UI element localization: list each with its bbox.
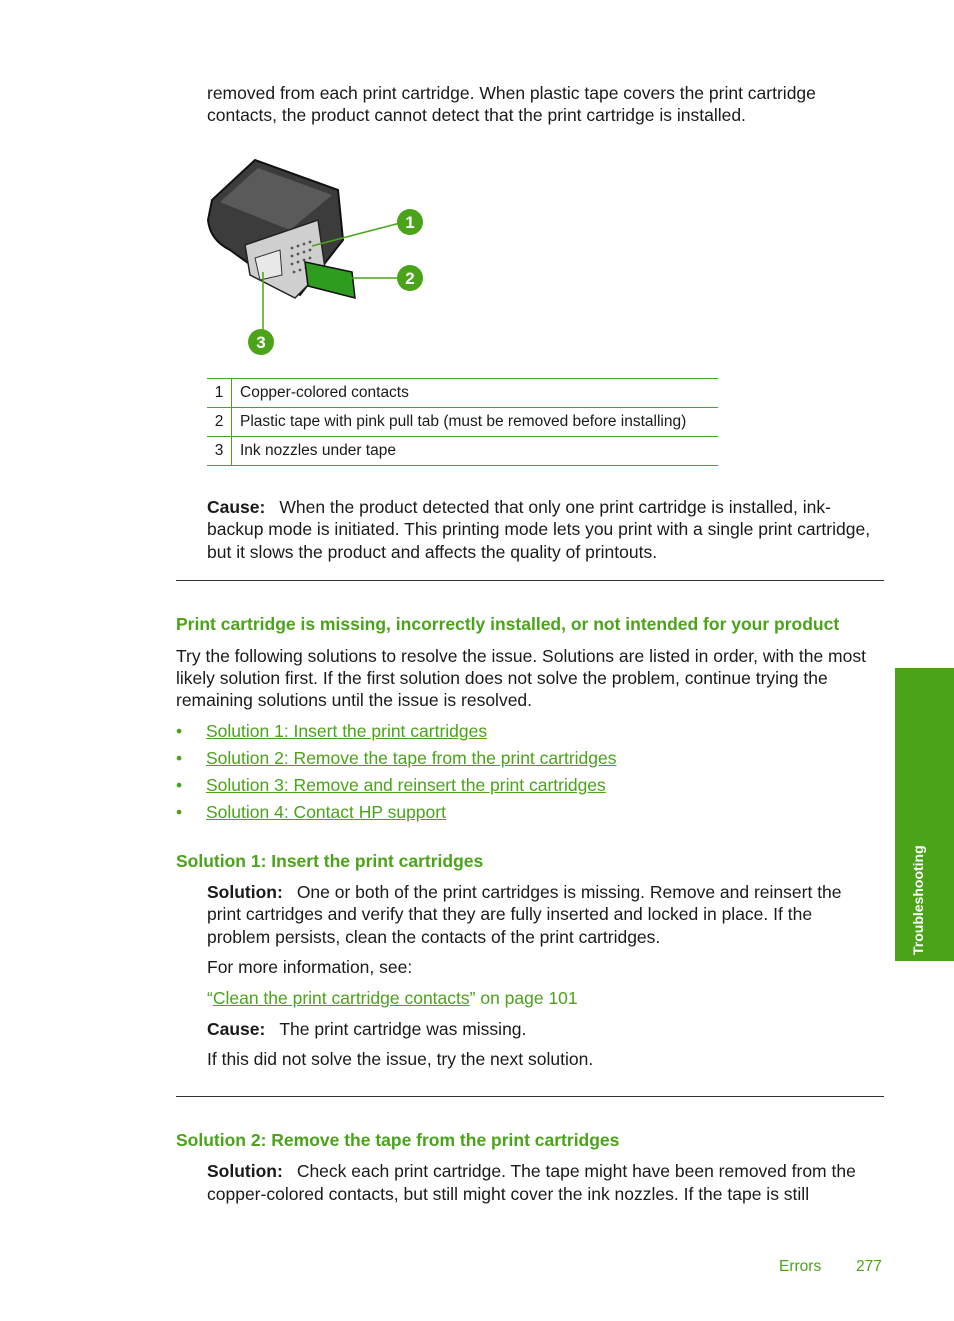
legend-row: [207, 379, 718, 408]
solution-2-heading: Solution 2: Remove the tape from the print cartridges: [176, 1130, 620, 1150]
intro-line-1: removed from each print cartridge. When plastic tape covers the print cartridge: [207, 83, 816, 103]
legend-row: [207, 408, 718, 437]
list-item: [176, 745, 617, 772]
legend-text: Plastic tape with pink pull tab (must be removed before installing): [232, 408, 719, 437]
solution-4-link[interactable]: Solution 4: Contact HP support: [206, 802, 446, 822]
callout-2: 2: [405, 269, 415, 288]
side-tab-label: Troubleshooting: [910, 845, 926, 955]
solution-1-link[interactable]: Solution 1: Insert the print cartridges: [206, 721, 488, 741]
legend-row: [207, 437, 718, 466]
cause-line-2: backup mode is initiated. This printing mode lets you print with a single print cartridge,: [207, 519, 871, 539]
list-item: [176, 718, 617, 745]
print-cartridge-illustration: [200, 150, 440, 365]
bullet-icon: •: [176, 748, 183, 768]
page-number: 277: [856, 1258, 882, 1275]
solution-2-link[interactable]: Solution 2: Remove the tape from the print cartridges: [206, 748, 617, 768]
bullet-icon: •: [176, 802, 183, 822]
section-divider: [176, 580, 884, 581]
solution-text: One or both of the print cartridges is missing. Remove and reinsert the: [296, 882, 842, 902]
more-info-text: For more information, see:: [207, 957, 413, 977]
list-item: [176, 772, 617, 799]
solution-text: Check each print cartridge. The tape might have been removed from the: [296, 1161, 856, 1181]
cause-label: Cause:: [207, 497, 266, 517]
cross-reference: [207, 987, 578, 1010]
intro-line-2: contacts, the product cannot detect that the print cartridge is installed.: [207, 105, 746, 125]
solution-1-cause: [207, 1018, 526, 1041]
solution-1-line-3: problem persists, clean the contacts of the print cartridges.: [207, 927, 661, 947]
section-intro-line-1: Try the following solutions to resolve the issue. Solutions are listed in order, with the most: [176, 646, 866, 666]
cause-text: When the product detected that only one print cartridge is installed, ink-: [279, 497, 831, 517]
quote-open: “: [207, 988, 213, 1008]
solutions-list: [176, 718, 617, 826]
solution-1-line-2: print cartridges and verify that they are fully inserted and locked in place. If the: [207, 904, 813, 924]
legend-number: 2: [207, 408, 232, 437]
list-item: [176, 799, 617, 826]
solution-label: Solution:: [207, 882, 283, 902]
solution-1-heading: Solution 1: Insert the print cartridges: [176, 851, 484, 871]
cause-text: The print cartridge was missing.: [279, 1019, 527, 1039]
legend-number: 1: [207, 379, 232, 408]
legend-number: 3: [207, 437, 232, 466]
callout-legend-table: [207, 378, 718, 466]
section-heading: Print cartridge is missing, incorrectly installed, or not intended for your product: [176, 614, 840, 634]
solution-3-link[interactable]: Solution 3: Remove and reinsert the print cartridges: [206, 775, 606, 795]
solution-2-line-2: copper-colored contacts, but still might cover the ink nozzles. If the tape is still: [207, 1184, 810, 1204]
solution-label: Solution:: [207, 1161, 283, 1181]
callout-3: 3: [256, 333, 266, 352]
page-reference: ” on page 101: [469, 988, 578, 1008]
next-solution-text: If this did not solve the issue, try the next solution.: [207, 1049, 594, 1069]
cause-label: Cause:: [207, 1019, 266, 1039]
callout-1: 1: [405, 213, 415, 232]
solution-2-line-1: [207, 1160, 856, 1183]
legend-text: Copper-colored contacts: [232, 379, 719, 408]
footer-section-name: Errors: [779, 1258, 822, 1275]
cause-line-3: but it slows the product and affects the quality of printouts.: [207, 542, 658, 562]
section-intro-line-3: remaining solutions until the issue is resolved.: [176, 690, 533, 710]
bullet-icon: •: [176, 721, 183, 741]
bullet-icon: •: [176, 775, 183, 795]
section-intro-line-2: likely solution first. If the first solution does not solve the problem, continue trying the: [176, 668, 828, 688]
section-divider: [176, 1096, 884, 1097]
solution-1-line-1: [207, 881, 842, 904]
clean-contacts-link[interactable]: Clean the print cartridge contacts: [212, 988, 470, 1008]
legend-text: Ink nozzles under tape: [232, 437, 719, 466]
cause-line-1: [207, 496, 831, 519]
